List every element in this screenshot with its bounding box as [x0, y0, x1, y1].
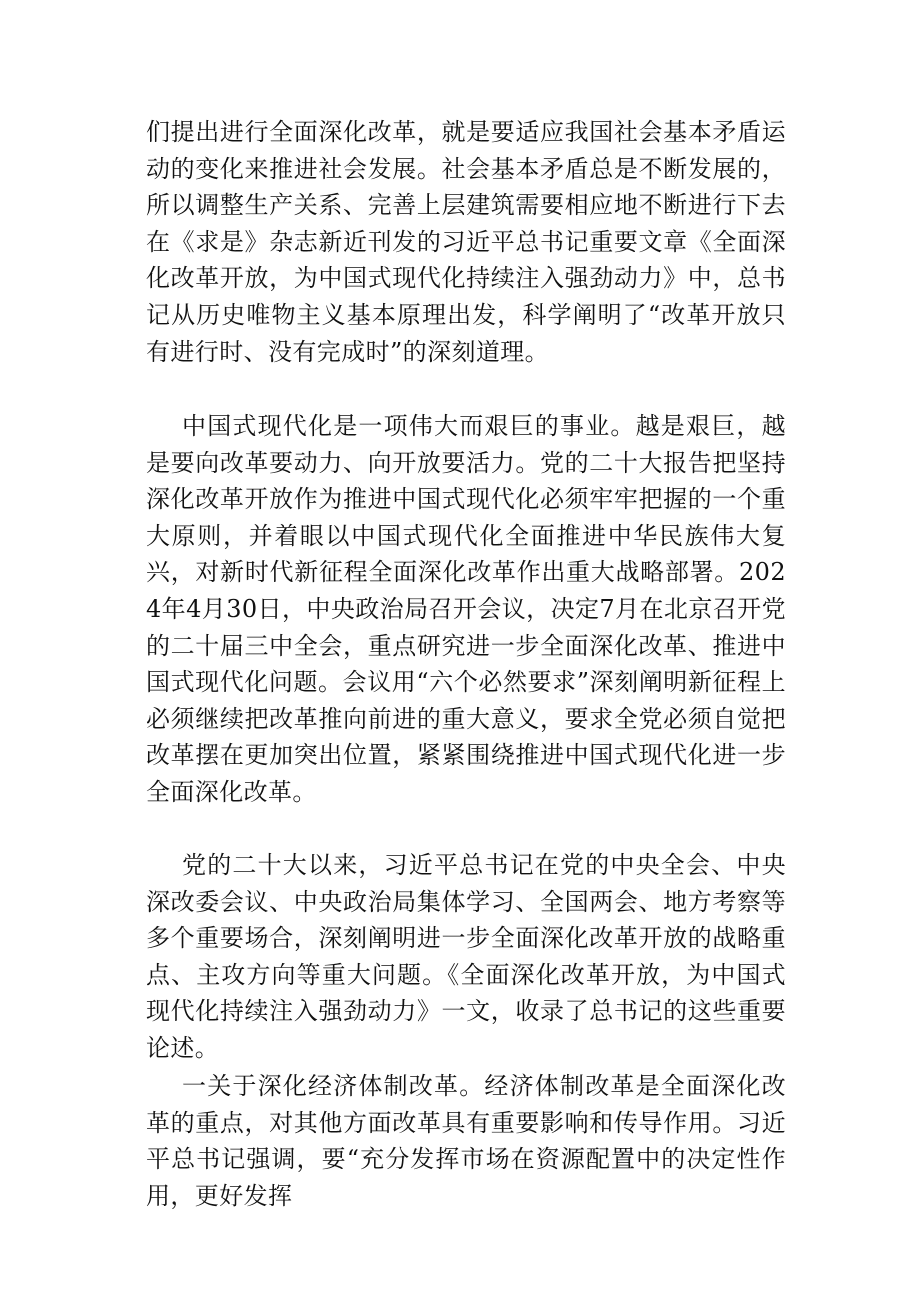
paragraph-2: 中国式现代化是一项伟大而艰巨的事业。越是艰巨，越是要向改革要动力、向开放要活力。党的二十大报告把坚持深化改革开放作为推进中国式现代化必须牢牢把握的一个重大原则，并着眼以中国式现代化全面推进中华民族伟大复兴，对新时代新征程全面深化改革作出重大战略部署。2024年4月30日，中央政治局召开会议，决定7月在北京召开党的二十届三中全会，重点研究进一步全面深化改革、推进中国式现代化问题。会议用“六个必然要求”深刻阐明新征程上必须继续把改革推向前进的重大意义，要求全党必须自觉把改革摆在更加突出位置，紧紧围绕推进中国式现代化进一步全面深化改革。 — [146, 412, 786, 806]
paragraph-4: 一关于深化经济体制改革。经济体制改革是全面深化改革的重点，对其他方面改革具有重要影响和传导作用。习近平总书记强调，要“充分发挥市场在资源配置中的决定性作用，更好发挥 — [146, 1072, 786, 1210]
paragraph-3: 党的二十大以来，习近平总书记在党的中央全会、中央深改委会议、中央政治局集体学习、全国两会、地方考察等多个重要场合，深刻阐明进一步全面深化改革开放的战略重点、主攻方向等重大问题。《全面深化改革开放，为中国式现代化持续注入强劲动力》一文，收录了总书记的这些重要论述。 — [146, 851, 786, 1062]
paragraph-1: 们提出进行全面深化改革，就是要适应我国社会基本矛盾运动的变化来推进社会发展。社会基本矛盾总是不断发展的，所以调整生产关系、完善上层建筑需要相应地不断进行下去在《求是》杂志新近刊发的习近平总书记重要文章《全面深化改革开放，为中国式现代化持续注入强劲动力》中，总书记从历史唯物主义基本原理出发，科学阐明了“改革开放只有进行时、没有完成时”的深刻道理。 — [146, 118, 786, 366]
